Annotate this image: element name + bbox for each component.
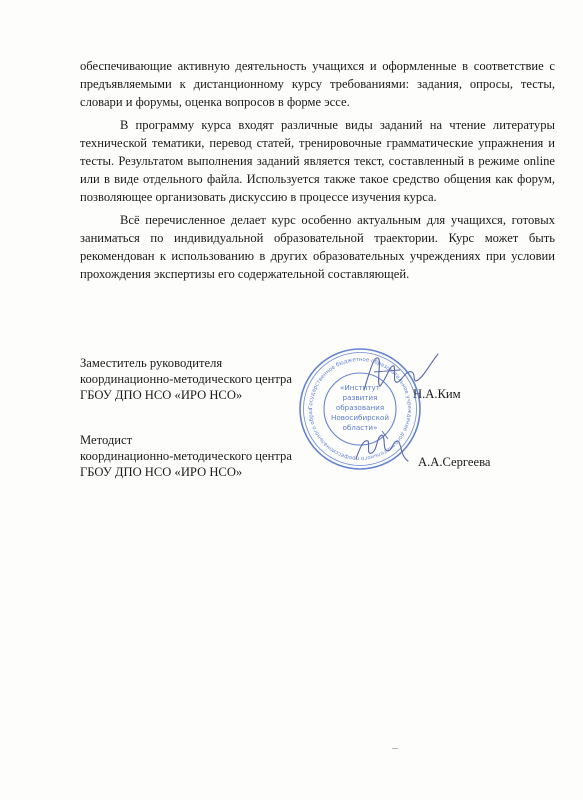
signatory-2-position: Методист xyxy=(80,433,133,447)
paragraph-3: Всё перечисленное делает курс особенно актуальным для учащихся, готовых заниматься по индивидуальной образовательной траектории. Курс может быть рекомендован к использованию в других образовательных учреждениях при условии прохождения экспертизы его содержательной составляющей. xyxy=(80,212,555,282)
signatory-2-department: координационно-методического центра xyxy=(80,449,292,463)
signatory-1-position: Заместитель руководителя xyxy=(80,356,223,370)
signatory-1-department: координационно-методического центра xyxy=(80,372,292,386)
stamp-line-3: образования xyxy=(335,403,385,412)
stamp-line-4: Новосибирской xyxy=(330,413,390,422)
body-text xyxy=(80,57,555,283)
scan-mark xyxy=(392,748,398,749)
paragraph-2: В программу курса входят различные виды заданий на чтение литературы технической тематики, перевод статей, тренировочные грамматические упражнения и тесты. Результатом выполнения заданий является текст, составленный в режиме online или в виде отдельного файла. Используется также такое средство общения как форум, позволяющее организовать дискуссию в процессе изучения курса. xyxy=(80,117,555,205)
handwritten-signature-icon xyxy=(360,350,440,400)
paragraph-1: обеспечивающие активную деятельность учащихся и оформленные в соответствие с предъявляемыми к дистанционному курсу требованиями: задания, опросы, тесты, словари и форумы, оценка вопросов в форме эссе. xyxy=(80,59,555,110)
signatory-2-title xyxy=(80,432,292,480)
signature-2 xyxy=(352,425,412,470)
stamp-ring-text: Государственное бюджетное образовательное учреждение дополнительного профессионального образ xyxy=(307,356,413,462)
signatory-1-organization: ГБОУ ДПО НСО «ИРО НСО» xyxy=(80,388,243,402)
signatory-1-title xyxy=(80,355,292,403)
signatory-2-organization: ГБОУ ДПО НСО «ИРО НСО» xyxy=(80,465,243,479)
signatory-1-name: Н.А.Ким xyxy=(413,387,461,401)
stamp-line-5: области» xyxy=(342,423,378,432)
stamp-line-2: развития xyxy=(342,393,378,402)
stamp-line-1: «Институт xyxy=(340,383,380,392)
signatory-2-name: А.А.Сергеева xyxy=(418,455,491,469)
handwritten-signature-icon xyxy=(352,425,412,470)
signature-1 xyxy=(360,350,440,400)
